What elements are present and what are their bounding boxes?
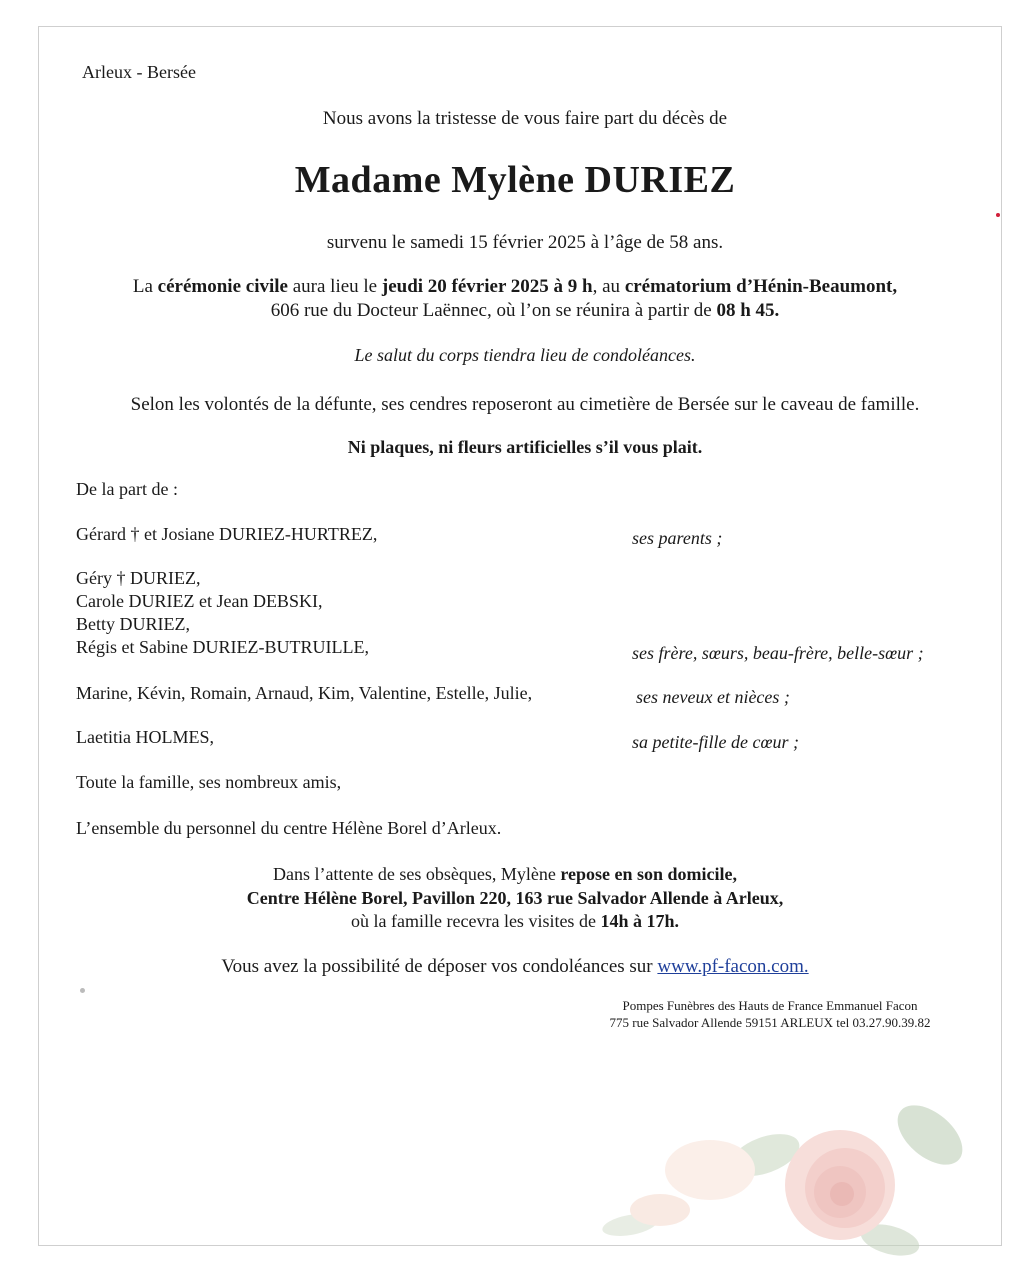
family-name-line: Toute la famille, ses nombreux amis, [76,772,342,792]
death-line: survenu le samedi 15 février 2025 à l’âge de 58 ans. [326,232,724,253]
page-border [38,26,1002,1246]
wishes-text: Selon les volontés de la défunte, ses cendres reposeront au cimetière de Bersée sur le caveau de famille. [130,394,920,415]
family-relation: ses frère, sœurs, beau-frère, belle-sœur ; [632,643,924,663]
family-relation: ses neveux et nièces ; [636,687,790,707]
rest-line-2: Centre Hélène Borel, Pavillon 220, 163 rue Salvador Allende à Arleux, [246,888,784,908]
footer-line-1: Pompes Funèbres des Hauts de France Emmanuel Facon [622,998,918,1013]
condolences-link-suffix[interactable]: .com. [766,956,809,977]
rose-decoration [560,1100,1020,1270]
family-name-line: Betty DURIEZ, [76,614,190,634]
condolences-link[interactable]: www.pf-facon [657,956,767,977]
family-name-line: L’ensemble du personnel du centre Hélène Borel d’Arleux. [76,818,502,838]
family-name-line: Carole DURIEZ et Jean DEBSKI, [76,591,323,611]
rest-line-3: où la famille recevra les visites de 14h à 17h. [351,911,679,931]
speck [996,213,1000,217]
speck [80,988,85,993]
location-header: Arleux - Bersée [82,62,196,82]
family-relation: ses parents ; [632,528,723,548]
no-flowers-text: Ni plaques, ni fleurs artificielles s’il vous plait. [347,437,703,457]
family-name-line: Gérard † et Josiane DURIEZ-HURTREZ, [76,524,378,544]
condolences-line: Vous avez la possibilité de déposer vos condoléances sur www.pf-facon.com. [221,956,809,977]
family-name-line: Régis et Sabine DURIEZ-BUTRUILLE, [76,637,369,657]
family-name-line: Marine, Kévin, Romain, Arnaud, Kim, Valentine, Estelle, Julie, [76,683,533,703]
family-name-line: Laetitia HOLMES, [76,727,214,747]
intro-text: Nous avons la tristesse de vous faire part du décès de [322,108,728,129]
footer-line-2: 775 rue Salvador Allende 59151 ARLEUX tel 03.27.90.39.82 [609,1015,931,1030]
family-name-line: Géry † DURIEZ, [76,568,201,588]
deceased-name: Madame Mylène DURIEZ [294,159,736,201]
ceremony-line-2: 606 rue du Docteur Laënnec, où l’on se réunira à partir de 08 h 45. [270,300,780,321]
salut-text: Le salut du corps tiendra lieu de condoléances. [354,345,696,365]
rest-line-1: Dans l’attente de ses obsèques, Mylène repose en son domicile, [272,864,738,884]
family-relation: sa petite-fille de cœur ; [632,732,799,752]
ceremony-line-1: La cérémonie civile aura lieu le jeudi 20 février 2025 à 9 h, au crématorium d’Hénin-Beaumont, [132,276,898,297]
from-label: De la part de : [76,479,178,499]
